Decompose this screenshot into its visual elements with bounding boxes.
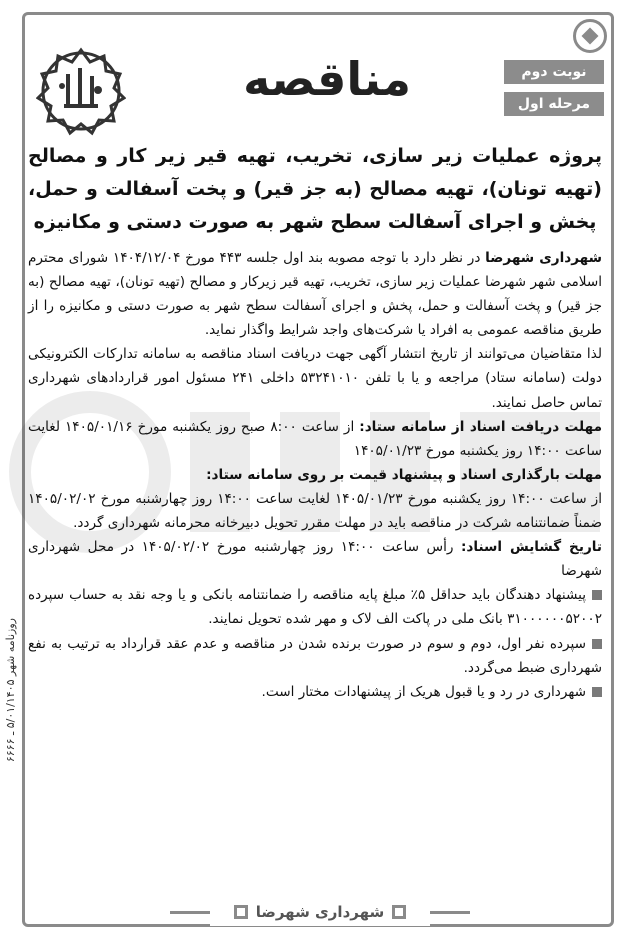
municipality-logo bbox=[36, 46, 126, 136]
square-ornament-icon bbox=[392, 905, 406, 919]
footer-box bbox=[210, 898, 430, 926]
paragraph-contact: لذا متقاضیان می‌توانند از تاریخ انتشار آگهی جهت دریافت اسناد مناقصه به سامانه تدارکات الکترونیکی دولت (سامانه ستاد) مراجعه و یا با تلفن ۵۳۲۴۱۰۱۰ داخلی ۲۴۱ مسئول امور قراردادهای شهرداری تماس حاصل نمایند. bbox=[28, 346, 602, 411]
paragraph-upload-deadline bbox=[28, 463, 602, 535]
ad-body bbox=[28, 246, 602, 704]
page-title: مناقصه bbox=[243, 52, 411, 106]
bullet-text-guarantee: پیشنهاد دهندگان باید حداقل ۵٪ مبلغ پایه مناقصه را ضمانتنامه بانکی و یا وجه نقد به حساب سپرده ۳۱۰۰۰۰۰۰۵۲۰۰۲ بانک ملی در پاکت الف لاک و مهر شده تحویل نمایند. bbox=[28, 587, 602, 628]
upload-deadline-text: از ساعت ۱۴:۰۰ روز یکشنبه مورخ ۱۴۰۵/۰۱/۲۳ لغایت ساعت ۱۴:۰۰ روز چهارشنبه مورخ ۱۴۰۵/۰۲/۰۲ ضمناً ضمانتنامه شرکت در مناقصه باید در مهلت مقرر تحویل دبیرخانه محرمانه شهرداری گردد. bbox=[28, 490, 602, 532]
paragraph-intro bbox=[28, 246, 602, 342]
upload-deadline-label: مهلت بارگذاری اسناد و پیشنهاد قیمت بر روی سامانه ستاد: bbox=[206, 466, 602, 483]
square-bullet-icon bbox=[592, 590, 602, 600]
receive-deadline-label: مهلت دریافت اسناد از سامانه ستاد: bbox=[359, 418, 602, 435]
opening-date-text: رأس ساعت ۱۴:۰۰ روز چهارشنبه مورخ ۱۴۰۵/۰۲/۰۲ در محل شهرداری شهرضا bbox=[28, 539, 602, 580]
project-title: پروژه عملیات زیر سازی، تخریب، تهیه قیر زیر کار و مصالح (تهیه تونان)، تهیه مصالح (به جز قیر) و پخت آسفالت و حمل، پخش و اجرای آسفالت سطح شهر به صورت دستی و مکانیزه bbox=[28, 145, 602, 233]
bullet-item bbox=[28, 632, 602, 680]
footer-signature: شهرداری شهرضا bbox=[255, 903, 385, 921]
bullet-item bbox=[28, 583, 602, 631]
square-bullet-icon bbox=[592, 687, 602, 697]
square-ornament-icon bbox=[234, 905, 248, 919]
paragraph-opening-date bbox=[28, 535, 602, 583]
opening-date-label: تاریخ گشایش اسناد: bbox=[460, 539, 602, 556]
bullet-text-rights: شهرداری در رد و یا قبول هریک از پیشنهادات مختار است. bbox=[261, 683, 586, 700]
stage-badge: مرحله اول bbox=[504, 92, 604, 116]
paragraph-receive-deadline bbox=[28, 415, 602, 463]
round-badge: نوبت دوم bbox=[504, 60, 604, 84]
bullet-item bbox=[28, 680, 602, 704]
header bbox=[22, 12, 614, 137]
receive-deadline-text: از ساعت ۸:۰۰ صبح روز یکشنبه مورخ ۱۴۰۵/۰۱/۱۶ لغایت ساعت ۱۴:۰۰ روز یکشنبه مورخ ۱۴۰۵/۰۱/۲۳ bbox=[28, 418, 602, 459]
side-strip-text: روزنامه شهر ۵/۰۱/۱۴۰۵ ـ ۶۶۶۶ bbox=[3, 617, 17, 763]
footer bbox=[170, 896, 470, 928]
intro-text: در نظر دارد با توجه مصوبه بند اول جلسه ۴۴۳ مورخ ۱۴۰۴/۱۲/۰۴ شورای محترم اسلامی شهر شهرضا عملیات زیر سازی، تخریب، تهیه قیر زیرکار و مصالح (تهیه تونان)، تهیه مصالح (به جز قیر) و پخت آسفالت و حمل، پخش و اجرای آسفالت سطح شهر به صورت دستی و مکانیزه را از طریق مناقصه عمومی به افراد یا شرکت‌های واجد شرایط واگذار نماید. bbox=[28, 250, 602, 339]
square-bullet-icon bbox=[592, 639, 602, 649]
bullet-text-deposit: سپرده نفر اول، دوم و سوم در صورت برنده شدن در مناقصه و عدم عقد قرارداد به ترتیب به نفع شهرداری ضبط می‌گردد. bbox=[28, 635, 602, 676]
intro-lead: شهرداری شهرضا bbox=[485, 250, 602, 266]
newspaper-side-strip bbox=[0, 560, 20, 820]
